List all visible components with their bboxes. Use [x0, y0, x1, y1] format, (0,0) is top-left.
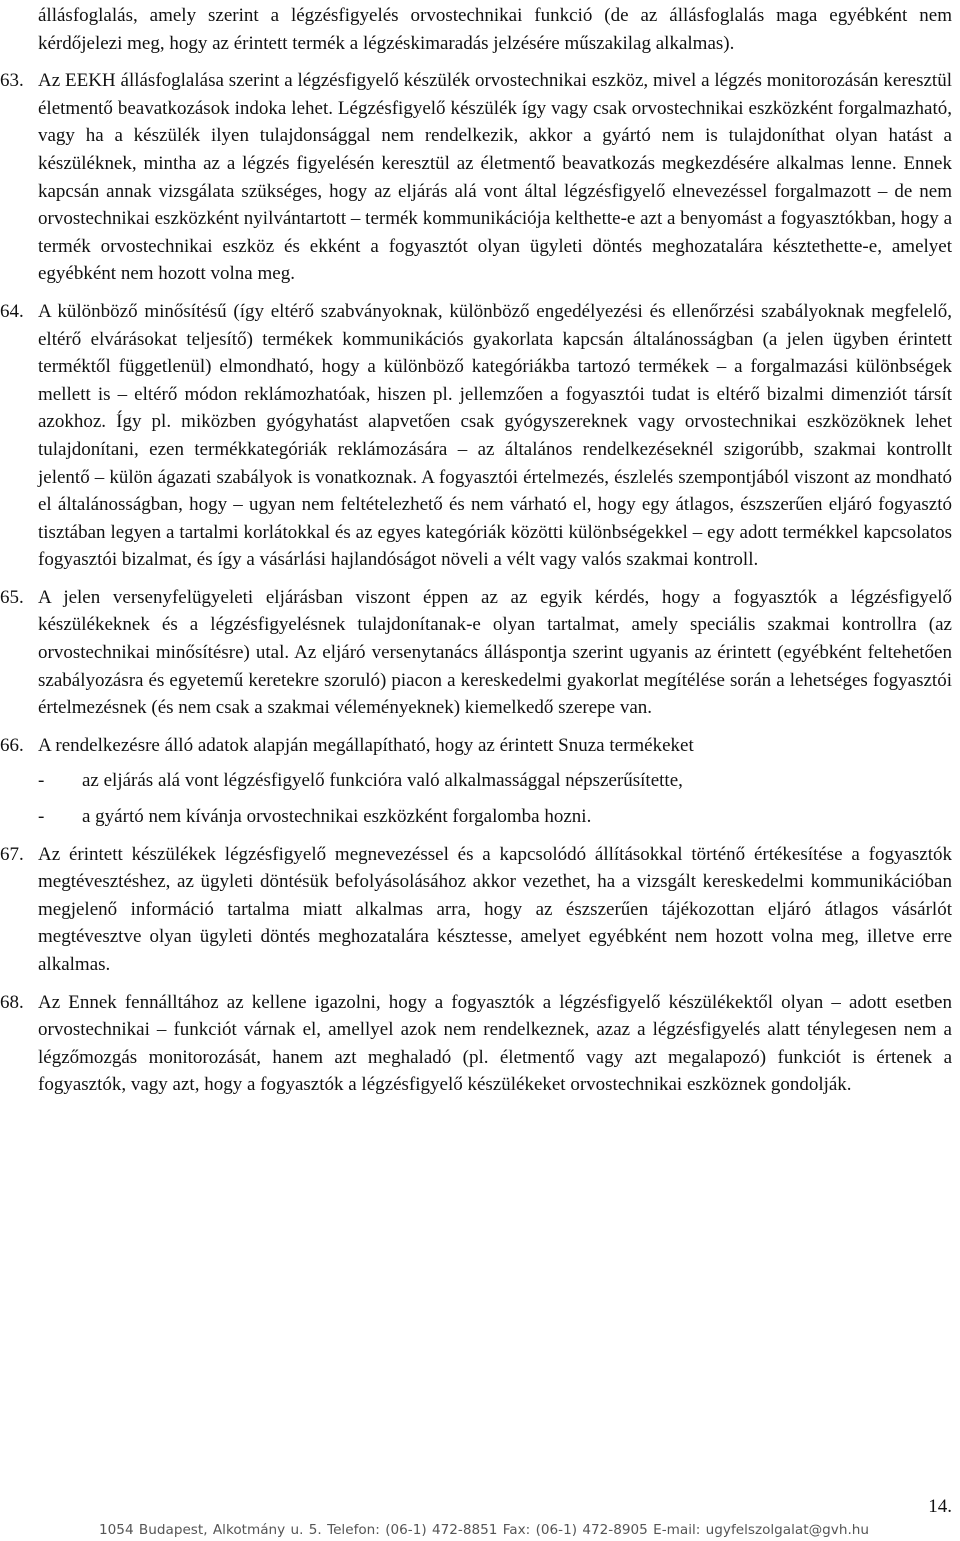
- spacer: [38, 722, 952, 732]
- paragraph-text: Az EEKH állásfoglalása szerint a légzésfigyelő készülék orvostechnikai eszköz, mivel a légzés monitorozásán keresztül életmentő beavatkozások indoka lehet. Légzésfigyelő készülék így vagy csak orvostechnikai eszközként forgalmazható, vagy ha a készülék ilyen tulajdonsággal nem rendelkezik, akkor a gyártó nem is tulajdoníthat olyan hatást a készüléknek, mintha az a légzés figyelésén keresztül az életmentő beavatkozás megkezdésére alkalmas lenne. Ennek kapcsán annak vizsgálata szükséges, hogy az eljárás alá vont által légzésfigyelő elnevezéssel forgalmazott – de nem orvostechnikai eszközként nyilvántartott – termék kommunikációja kelthette-e azt a benyomást a fogyasztókban, hogy a termék orvostechnikai eszköz és ekként a fogyasztót olyan ügyleti döntés meghozatalára késztethette-e, amelyet egyébként nem hozott volna meg.: [38, 70, 952, 285]
- spacer: [38, 574, 952, 584]
- list-item: [38, 767, 952, 795]
- intro-paragraph: állásfoglalás, amely szerint a légzésfigyelés orvostechnikai funkció (de az állásfoglalás maga egyébként nem kérdőjelezi meg, hogy az érintett termék a légzéskimaradás jelzésére műszakilag alkalmas).: [38, 5, 952, 54]
- paragraph-text: Az Ennek fennálltához az kellene igazolni, hogy a fogyasztók a légzésfigyelő készülékektől olyan – adott esetben orvostechnikai – funkciót várnak el, amellyel azok nem rendelkeznek, azaz a légzésfigyelés alatt ténylegesen nem a légzőmozgás monitorozását, hanem azt meghaladó (pl. életmentő vagy azt megalapozó) funkciót is értenek a fogyasztók, vagy azt, hogy a fogyasztók a légzésfigyelő készülékeket orvostechnikai eszköznek gondolják.: [38, 991, 952, 1096]
- bullet-list: [38, 767, 952, 830]
- bullet-text: a gyártó nem kívánja orvostechnikai eszközként forgalomba hozni.: [82, 806, 592, 828]
- paragraph-number: 67.: [0, 843, 24, 865]
- spacer: [38, 979, 952, 989]
- paragraph-65: [0, 584, 952, 722]
- bullet-dash: -: [38, 770, 45, 792]
- footer-contact: 1054 Budapest, Alkotmány u. 5. Telefon: (06-1) 472-8851 Fax: (06-1) 472-8905 E-mail: ugyfelszolgalat@gvh.hu: [99, 1522, 870, 1538]
- spacer: [38, 288, 952, 298]
- bullet-dash: -: [38, 806, 45, 828]
- paragraph-number: 63.: [0, 70, 24, 92]
- paragraph-number: 66.: [0, 734, 24, 756]
- paragraph-67: [0, 841, 952, 979]
- paragraph-number: 64.: [0, 300, 24, 322]
- spacer: [38, 57, 952, 67]
- paragraph-text: Az érintett készülékek légzésfigyelő megnevezéssel és a kapcsolódó állításokkal történő értékesítése a fogyasztók megtévesztéshez, az ügyleti döntésük befolyásolásához akkor vezethet, ha a vizsgált kereskedelmi kommunikációban megjelenő információ tartalma miatt alkalmas arra, hogy az észszerűen tájékozottan eljáró átlagos vásárlót megtévesztve olyan ügyleti döntés meghozatalára késztesse, amelyet egyébként nem hozott volna meg, illetve erre alkalmas.: [38, 843, 952, 975]
- paragraph-64: [0, 298, 952, 574]
- paragraph-number: 68.: [0, 991, 24, 1013]
- paragraph-text: A különböző minősítésű (így eltérő szabványoknak, különböző engedélyezési és ellenőrzési szabályoknak megfelelő, eltérő elvárásokat teljesítő) termékek kommunikációs gyakorlata kapcsán általánosságban (a jelen ügyben érintett terméktől függetlenül) elmondható, hogy a különböző kategóriákba tartozó termékek – a forgalmazási különbségek mellett is – eltérő módon reklámozhatóak, hiszen pl. jellemzően a fogyasztói tudat is eltérő bizalmi dimenziót társít azokhoz. Így pl. miközben gyógyhatást alapvetően csak gyógyszereknek vagy orvostechnikai eszközöknek lehet tulajdonítani, ezen termékkategóriák reklámozására – az általános rendelkezéseknél szigorúbb, szakmai kontrollt jelentő – külön ágazati szabályok is vonatkoznak. A fogyasztói értelmezés, észlelés szempontjából viszont az mondható el általánosságban, hogy – ugyan nem feltételezhető és nem várható el, hogy egy átlagos, észszerűen eljáró fogyasztó tisztában legyen a tartalmi korlátokkal és az egyes kategóriák közötti különbségekkel – egy adott termékkel kapcsolatos fogyasztói bizalmat, és így a vásárlási hajlandóságot növeli a vélt vagy valós szakmai kontroll.: [38, 300, 952, 571]
- page-number: 14.: [928, 1496, 952, 1517]
- paragraph-68: [0, 989, 952, 1099]
- paragraph-63: [0, 67, 952, 288]
- paragraph-number: 65.: [0, 586, 24, 608]
- spacer: [38, 831, 952, 841]
- bullet-text: az eljárás alá vont légzésfigyelő funkcióra való alkalmassággal népszerűsítette,: [82, 770, 683, 792]
- paragraph-66: [0, 732, 952, 831]
- paragraph-text: A jelen versenyfelügyeleti eljárásban viszont éppen az az egyik kérdés, hogy a fogyasztók a légzésfigyelő készülékeknek és a légzésfigyelésnek tulajdonítanak-e olyan tartalmat, amely speciális szakmai kontrollra (az orvostechnikai minősítésre) utal. Az eljáró versenytanács álláspontja szerint ugyanis az érintett (egyébként feltehetően szabályozásra és egyetemű keretekre szoruló) piacon a kereskedelmi gyakorlat megítélése során a lehetséges fogyasztói értelmezésnek (és nem csak a szakmai véleményeknek) kiemelkedő szerepe van.: [38, 586, 952, 719]
- list-item: [38, 803, 952, 831]
- paragraph-text: A rendelkezésre álló adatok alapján megállapítható, hogy az érintett Snuza termékeket: [38, 734, 694, 756]
